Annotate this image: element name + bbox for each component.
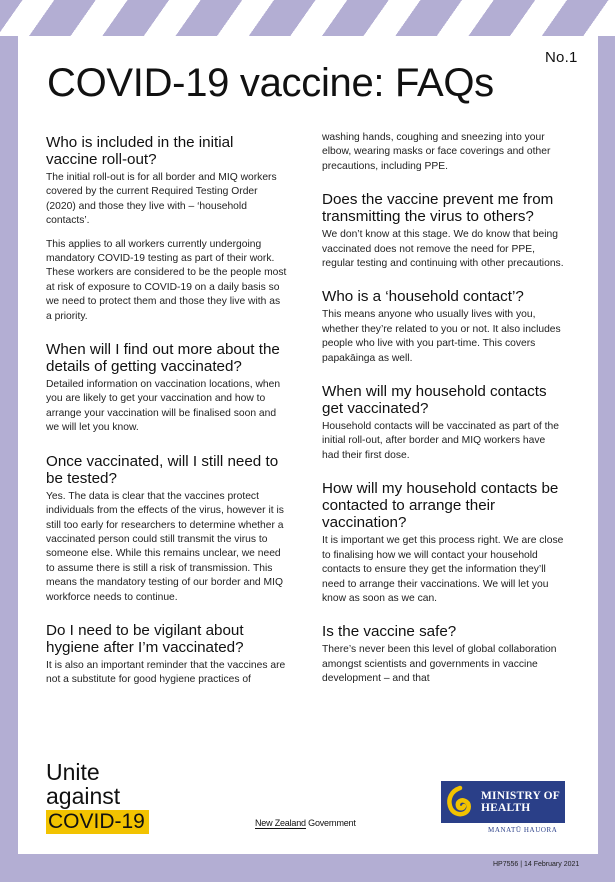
faq-answer: This applies to all workers currently undergoing mandatory COVID-19 testing as part of their work. These workers are considered to be the people most at risk of exposure to COVID-19 on a daily basis so we need to protect them and those they live with as a priority.	[46, 238, 287, 322]
moh-line1: MINISTRY OF	[481, 789, 560, 802]
faq-answer: It is important we get this process right. We are close to finalising how we will contact your household contacts to ensure they get the information they’ll need to arrange their vaccinations. We will let you know as soon as we can.	[322, 535, 564, 604]
striped-top-border	[0, 0, 615, 36]
faq-question: Do I need to be vigilant about hygiene after I’m vaccinated?	[46, 621, 244, 656]
faq-answer: There’s never been this level of global collaboration amongst scientists and governments in vaccine development – and that	[322, 644, 557, 685]
faq-answer-continuation: washing hands, coughing and sneezing into your elbow, wearing masks or face coverings and other precautions, including PPE.	[322, 132, 551, 172]
publication-reference: HP7556 | 14 February 2021	[493, 861, 580, 868]
unite-line: Unite	[46, 759, 100, 785]
ministry-of-health-koru-icon	[445, 785, 475, 819]
right-column	[322, 131, 564, 687]
faq-answer: Yes. The data is clear that the vaccines protect individuals from the effects of the virus, however it is still too early for researchers to determine whether a vaccinated person could still transmit the virus to someone else. While this remains unclear, we need to assume there is still a risk of transmission. This means the mandatory testing of our border and MIQ workforce needs to continue.	[46, 490, 284, 603]
faq-answer: This means anyone who usually lives with you, whether they’re related to you or not. It also includes people who live with you part-time. This covers papakāinga as well.	[322, 309, 561, 364]
moh-line2: HEALTH	[481, 802, 531, 814]
faq-question: When will my household contacts get vaccinated?	[322, 383, 547, 418]
manatu-hauora-text: MANATŪ HAUORA	[488, 826, 558, 834]
nz-government-logo	[255, 818, 356, 828]
unite-against-covid-logo	[46, 760, 149, 834]
against-line: against	[46, 783, 121, 809]
issue-number-badge: No.1	[545, 49, 578, 66]
faq-question: When will I find out more about the details of getting vaccinated?	[46, 341, 280, 376]
faq-question: Once vaccinated, will I still need to be tested?	[46, 452, 279, 487]
covid-19-highlight: COVID-19	[46, 810, 149, 834]
ministry-of-health-logo	[441, 781, 565, 823]
faq-answer: It is also an important reminder that the vaccines are not a substitute for good hygiene practices of	[46, 659, 286, 686]
faq-answer: We don’t know at this stage. We do know that being vaccinated does not remove the need for PPE, regular testing and continuing with other precautions.	[322, 229, 564, 270]
faq-question: Who is a ‘household contact’?	[322, 288, 524, 306]
faq-question: Who is included in the initial vaccine roll-out?	[46, 134, 234, 168]
faq-question: How will my household contacts be contacted to arrange their vaccination?	[322, 480, 559, 532]
faq-answer: Detailed information on vaccination locations, when you are likely to get your vaccination and how to arrange your vaccination will be finalised soon and we will let you know.	[46, 379, 281, 434]
faq-question: Is the vaccine safe?	[322, 623, 457, 641]
page-title: COVID-19 vaccine: FAQs	[47, 61, 494, 105]
left-column	[46, 134, 288, 688]
nz-government-part1: New Zealand	[255, 818, 306, 828]
faq-question: Does the vaccine prevent me from transmitting the virus to others?	[322, 191, 554, 226]
faq-answer: Household contacts will be vaccinated as part of the initial roll-out, after border and MIQ workers have had their first dose.	[322, 421, 559, 461]
faq-answer: The initial roll-out is for all border and MIQ workers covered by the current Required Testing Order (2020) and those they live with – ‘household contacts’.	[46, 172, 277, 227]
nz-government-part2: Government	[305, 818, 356, 828]
